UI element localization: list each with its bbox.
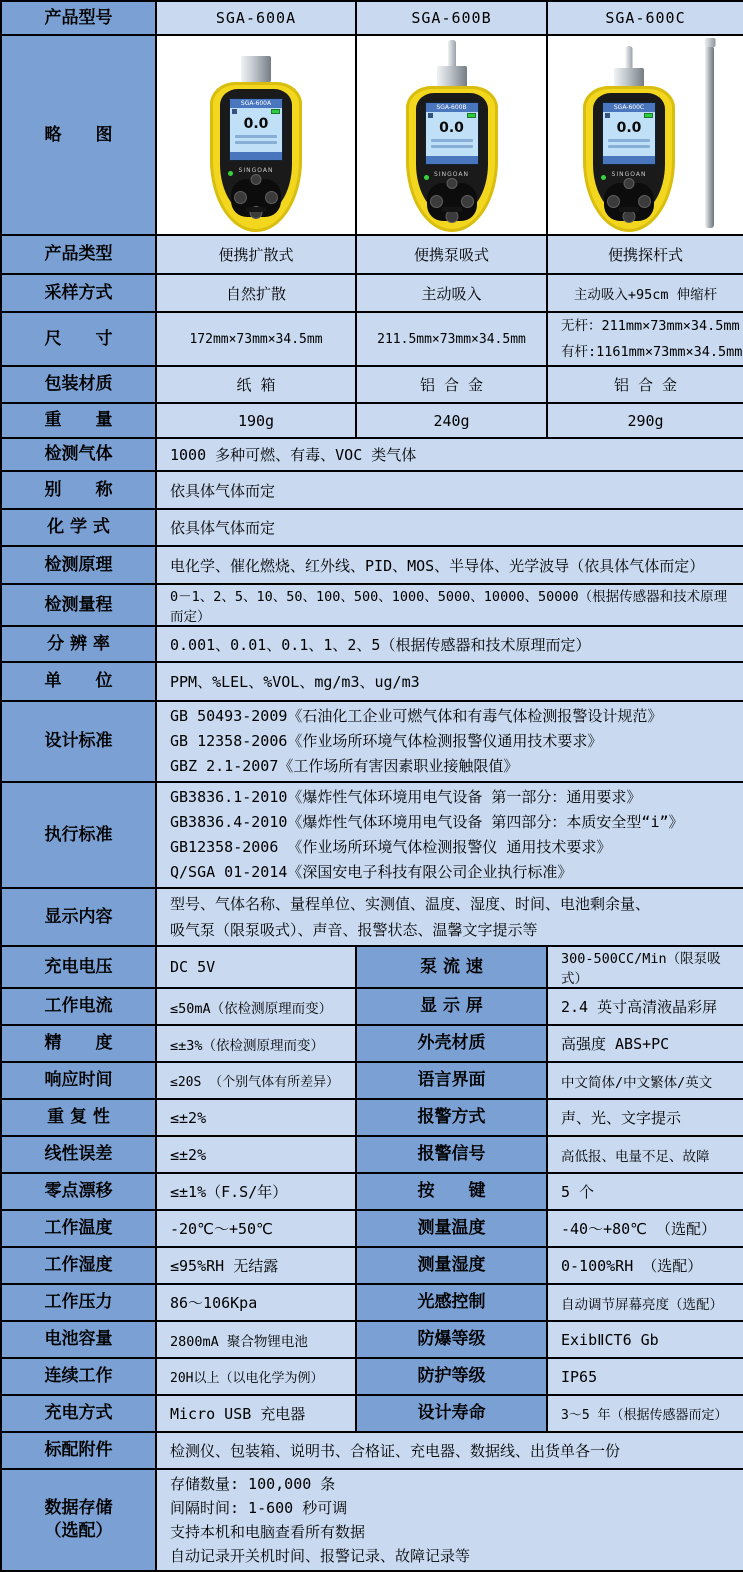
- value: IP65: [547, 1358, 743, 1395]
- device-panel: [416, 93, 488, 216]
- storage-line: 间隔时间: 1-600 秒可调: [170, 1499, 348, 1517]
- value: [156, 701, 743, 782]
- value: 300-500CC/Min（限泵吸式）: [547, 946, 743, 988]
- row-linearity-error: [1, 1136, 743, 1173]
- row-label: 重 复 性: [1, 1099, 156, 1136]
- screen-text-line: [431, 145, 473, 148]
- display-line: 型号、气体名称、量程单位、实测值、温度、湿度、时间、电池剩余量、: [170, 895, 651, 913]
- sensor-cap: [614, 68, 644, 88]
- row-label: 零点漂移: [1, 1173, 156, 1210]
- row-charging-voltage: [1, 946, 743, 988]
- right-button: [265, 191, 278, 204]
- row-label: 工作温度: [1, 1210, 156, 1247]
- row-detection-range: [1, 584, 743, 626]
- left-button: [607, 195, 620, 208]
- standard-line: GB12358-2006 《作业场所环境气体检测报警仪 通用技术要求》: [170, 838, 612, 856]
- screen-status-icons: [603, 112, 655, 120]
- speaker-icon: [605, 113, 610, 118]
- row-label: 充电方式: [1, 1395, 156, 1432]
- screen-text-line: [608, 145, 650, 148]
- value: 铝 合 金: [547, 366, 743, 403]
- dimension-line: 无杆：211mm×73mm×34.5mm: [561, 318, 740, 334]
- speaker-holes: [246, 207, 266, 212]
- row-working-humidity: [1, 1247, 743, 1284]
- value: ≤±2%: [156, 1136, 356, 1173]
- value: 86～106Kpa: [156, 1284, 356, 1321]
- row-label: 化 学 式: [1, 509, 156, 546]
- value: 2800mA 聚合物锂电池: [156, 1321, 356, 1358]
- value: Micro USB 充电器: [156, 1395, 356, 1432]
- row-label: 标配附件: [1, 1432, 156, 1469]
- value: ExibⅡCT6 Gb: [547, 1321, 743, 1358]
- row-label: 产品类型: [1, 235, 156, 274]
- standard-line: Q/SGA 01-2014《深国安电子科技有限公司企业执行标准》: [170, 863, 573, 881]
- screen-footer-bar: [426, 156, 478, 164]
- value: 自然扩散: [156, 274, 356, 312]
- device-body: [583, 86, 675, 232]
- value: 0－1、2、5、10、50、100、500、1000、5000、10000、50000（根据传感器和技术原理而定）: [156, 584, 743, 626]
- sketch-cell-b: [356, 35, 547, 235]
- row-sampling-method: [1, 274, 743, 312]
- screen-title: SGA-600C: [603, 103, 655, 112]
- value: 1000 多种可燃、有毒、VOC 类气体: [156, 438, 743, 471]
- row-product-model: [1, 1, 743, 35]
- storage-line: 支持本机和电脑查看所有数据: [170, 1523, 366, 1541]
- value: [547, 312, 743, 366]
- value: DC 5V: [156, 946, 356, 988]
- button-pad: [604, 183, 654, 221]
- left-button: [430, 195, 443, 208]
- row-label: 泵 流 速: [356, 946, 547, 988]
- row-response-time: [1, 1062, 743, 1099]
- telescopic-rod: [705, 46, 714, 228]
- value: 中文简体/中文繁体/英文: [547, 1062, 743, 1099]
- device-sga-600c: [574, 40, 684, 234]
- device-panel: [593, 93, 665, 216]
- battery-icon: [467, 113, 476, 118]
- standard-line: GB 12358-2006《作业场所环境气体检测报警仪通用技术要求》: [170, 732, 603, 750]
- screen-reading: 0.0: [616, 119, 642, 136]
- value: [156, 888, 743, 946]
- row-data-storage: [1, 1469, 743, 1571]
- value: 240g: [356, 403, 547, 438]
- row-label: 线性误差: [1, 1136, 156, 1173]
- screen-title: SGA-600A: [230, 99, 282, 108]
- dimension-line: 有杆:1161mm×73mm×34.5mm: [561, 344, 743, 360]
- row-label: 报警信号: [356, 1136, 547, 1173]
- row-label: 显 示 屏: [356, 988, 547, 1025]
- row-execution-standards: [1, 782, 743, 888]
- device-screen: [602, 102, 656, 165]
- left-button: [234, 191, 247, 204]
- value: ≤50mA（依检测原理而变）: [156, 988, 356, 1025]
- speaker-holes: [442, 207, 462, 212]
- row-label: 别 称: [1, 471, 156, 509]
- device-body: [406, 86, 498, 232]
- value: 172mm×73mm×34.5mm: [156, 312, 356, 366]
- sensor-cap: [437, 66, 467, 88]
- sketch-cell-c: [547, 35, 743, 235]
- row-label: 单 位: [1, 662, 156, 701]
- menu-button: [446, 178, 457, 189]
- value: 便携探杆式: [547, 235, 743, 274]
- row-label: 工作湿度: [1, 1247, 156, 1284]
- sketch-cell-a: [156, 35, 356, 235]
- value: 依具体气体而定: [156, 509, 743, 546]
- screen-reading: 0.0: [243, 115, 269, 132]
- device-screen: [425, 102, 479, 165]
- right-button: [638, 195, 651, 208]
- value: 211.5mm×73mm×34.5mm: [356, 312, 547, 366]
- row-resolution: [1, 626, 743, 662]
- standard-line: GB 50493-2009《石油化工企业可燃气体和有毒气体检测报警设计规范》: [170, 707, 663, 725]
- button-pad: [427, 183, 477, 221]
- row-label: 分 辨 率: [1, 626, 156, 662]
- screen-text-line: [431, 139, 473, 142]
- right-button: [461, 195, 474, 208]
- value: 铝 合 金: [356, 366, 547, 403]
- row-label: 报警方式: [356, 1099, 547, 1136]
- label-line: （选配）: [44, 1521, 113, 1541]
- value: [156, 782, 743, 888]
- screen-footer-bar: [230, 152, 282, 160]
- row-zero-drift: [1, 1173, 743, 1210]
- row-label: 显示内容: [1, 888, 156, 946]
- model-b: SGA-600B: [356, 1, 547, 35]
- row-working-pressure: [1, 1284, 743, 1321]
- storage-line: 存储数量: 100,000 条: [170, 1475, 336, 1493]
- screen-text-line: [235, 135, 277, 138]
- row-label: 充电电压: [1, 946, 156, 988]
- row-standard-accessories: [1, 1432, 743, 1469]
- value: 便携扩散式: [156, 235, 356, 274]
- screen-footer-bar: [603, 156, 655, 164]
- row-label: 工作电流: [1, 988, 156, 1025]
- row-battery-capacity: [1, 1321, 743, 1358]
- value: 高低报、电量不足、故障: [547, 1136, 743, 1173]
- value: ≤20S （个别气体有所差异）: [156, 1062, 356, 1099]
- probe-stem: [626, 46, 633, 70]
- value: 290g: [547, 403, 743, 438]
- row-weight: [1, 403, 743, 438]
- device-panel: [220, 89, 292, 216]
- row-repeatability: [1, 1099, 743, 1136]
- speaker-icon: [232, 109, 237, 114]
- row-label: 精 度: [1, 1025, 156, 1062]
- row-label: [1, 1469, 156, 1571]
- row-label: 略 图: [1, 35, 156, 235]
- row-sketch: [1, 35, 743, 235]
- row-label: 设计标准: [1, 701, 156, 782]
- row-label: 防爆等级: [356, 1321, 547, 1358]
- row-alias: [1, 471, 743, 509]
- device-sga-600a: [201, 40, 311, 234]
- value: 3～5 年（根据传感器而定）: [547, 1395, 743, 1432]
- value: PPM、%LEL、%VOL、mg/m3、ug/m3: [156, 662, 743, 701]
- row-label: 语言界面: [356, 1062, 547, 1099]
- row-label: 测量湿度: [356, 1247, 547, 1284]
- row-label: 产品型号: [1, 1, 156, 35]
- row-label: 尺 寸: [1, 312, 156, 366]
- row-label: 按 键: [356, 1173, 547, 1210]
- row-unit: [1, 662, 743, 701]
- row-label: 外壳材质: [356, 1025, 547, 1062]
- value: 0-100%RH （选配）: [547, 1247, 743, 1284]
- model-c: SGA-600C: [547, 1, 743, 35]
- value: 2.4 英寸高清液晶彩屏: [547, 988, 743, 1025]
- row-label: 包装材质: [1, 366, 156, 403]
- brand-label: SINGOAN: [238, 166, 274, 174]
- row-detection-principle: [1, 546, 743, 584]
- device-sga-600b: [397, 40, 507, 234]
- row-dimensions: [1, 312, 743, 366]
- device-screen: [229, 98, 283, 161]
- row-display-content: [1, 888, 743, 946]
- speaker-holes: [619, 207, 639, 212]
- standard-line: GBZ 2.1-2007《工作场所有害因素职业接触限值》: [170, 757, 519, 775]
- row-label: 采样方式: [1, 274, 156, 312]
- row-chemical-formula: [1, 509, 743, 546]
- row-label: 防护等级: [356, 1358, 547, 1395]
- value: ≤±2%: [156, 1099, 356, 1136]
- value: 声、光、文字提示: [547, 1099, 743, 1136]
- sensor-cap: [241, 56, 271, 82]
- row-label: 执行标准: [1, 782, 156, 888]
- row-label: 电池容量: [1, 1321, 156, 1358]
- menu-button: [251, 174, 262, 185]
- value: ≤±3%（依检测原理而变）: [156, 1025, 356, 1062]
- screen-reading: 0.0: [439, 119, 464, 136]
- value: 5 个: [547, 1173, 743, 1210]
- device-body: [210, 82, 302, 232]
- value: 主动吸入+95cm 伸缩杆: [547, 274, 743, 312]
- value: ≤95%RH 无结露: [156, 1247, 356, 1284]
- row-label: 设计寿命: [356, 1395, 547, 1432]
- row-charging-method: [1, 1395, 743, 1432]
- row-label: 检测原理: [1, 546, 156, 584]
- display-line: 吸气泵（限泵吸式）、声音、报警状态、温馨文字提示等: [170, 921, 538, 939]
- brand-label: SINGOAN: [434, 170, 469, 178]
- value: [156, 1469, 743, 1571]
- value: 20H以上（以电化学为例）: [156, 1358, 356, 1395]
- model-a: SGA-600A: [156, 1, 356, 35]
- value: 电化学、催化燃烧、红外线、PID、MOS、半导体、光学波导（依具体气体而定）: [156, 546, 743, 584]
- row-label: 响应时间: [1, 1062, 156, 1099]
- row-design-standards: [1, 701, 743, 782]
- screen-status-icons: [426, 112, 478, 120]
- screen-text-line: [608, 139, 650, 142]
- value: 检测仪、包装箱、说明书、合格证、充电器、数据线、出货单各一份: [156, 1432, 743, 1469]
- row-label: 连续工作: [1, 1358, 156, 1395]
- screen-text-line: [235, 141, 277, 144]
- value: 主动吸入: [356, 274, 547, 312]
- value: 190g: [156, 403, 356, 438]
- row-product-type: [1, 235, 743, 274]
- row-label: 工作压力: [1, 1284, 156, 1321]
- standard-line: GB3836.4-2010《爆炸性气体环境用电气设备 第四部分：本质安全型“i”》: [170, 813, 684, 831]
- row-working-temperature: [1, 1210, 743, 1247]
- value: ≤±1%（F.S/年）: [156, 1173, 356, 1210]
- storage-line: 自动记录开关机时间、报警记录、故障记录等: [170, 1547, 471, 1565]
- screen-title: SGA-600B: [426, 103, 478, 112]
- value: 依具体气体而定: [156, 471, 743, 509]
- value: 0.001、0.01、0.1、1、2、5（根据传感器和技术原理而定）: [156, 626, 743, 662]
- value: 便携泵吸式: [356, 235, 547, 274]
- row-packing-material: [1, 366, 743, 403]
- value: -40～+80℃ （选配）: [547, 1210, 743, 1247]
- speaker-icon: [428, 113, 433, 118]
- row-label: 检测量程: [1, 584, 156, 626]
- row-label: 检测气体: [1, 438, 156, 471]
- value: -20℃～+50℃: [156, 1210, 356, 1247]
- pump-probe: [448, 40, 456, 68]
- value: 高强度 ABS+PC: [547, 1025, 743, 1062]
- row-label: 重 量: [1, 403, 156, 438]
- row-accuracy: [1, 1025, 743, 1062]
- row-continuous-operation: [1, 1358, 743, 1395]
- label-line: 数据存储: [44, 1498, 113, 1519]
- battery-icon: [271, 109, 280, 114]
- value: 自动调节屏幕亮度（选配）: [547, 1284, 743, 1321]
- menu-button: [624, 178, 635, 189]
- row-working-current: [1, 988, 743, 1025]
- screen-status-icons: [230, 108, 282, 116]
- row-label: 光感控制: [356, 1284, 547, 1321]
- brand-label: SINGOAN: [611, 170, 647, 178]
- standard-line: GB3836.1-2010《爆炸性气体环境用电气设备 第一部分：通用要求》: [170, 788, 642, 806]
- value: 纸 箱: [156, 366, 356, 403]
- battery-icon: [644, 113, 653, 118]
- row-label: 测量温度: [356, 1210, 547, 1247]
- row-detected-gas: [1, 438, 743, 471]
